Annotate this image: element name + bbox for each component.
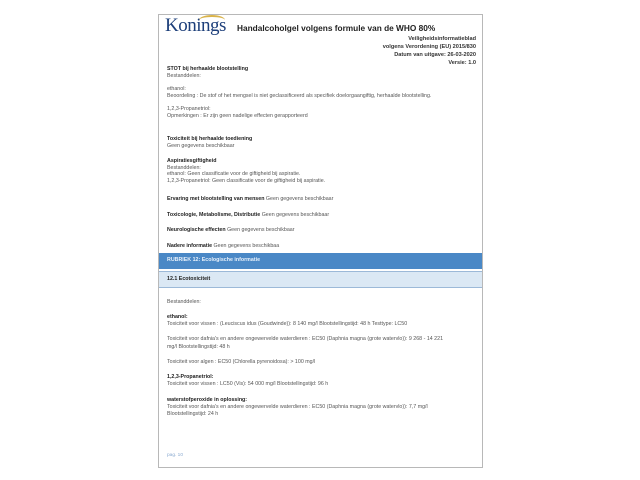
text: Geen gegevens beschikbaar (167, 143, 235, 149)
heading: Nadere informatie (167, 243, 213, 249)
subsection-title: 12.1 Ecotoxiciteit (167, 276, 211, 282)
version: Versie: 1.0 (448, 60, 476, 66)
subsection-header-bar (159, 271, 482, 288)
issue-date: Datum van uitgave: 26-03-2020 (394, 52, 476, 58)
logo-swoosh-icon (199, 15, 225, 25)
text: Toxiciteit voor vissen : LC50 (Vis): 54 000 mg/l Blootstellingstijd: 96 h (167, 381, 329, 387)
section-title: RUBRIEK 12: Ecologische informatie (167, 257, 261, 263)
heading: Toxicologie, Metabolisme, Distributie (167, 212, 261, 218)
heading: waterstofperoxide in oplossing: (167, 397, 248, 403)
text: ethanol: Geen classificatie voor de giftigheid bij aspiratie. (167, 171, 301, 177)
text: Toxiciteit voor algen : EC50 (Chlorella pyrenoidosa): > 100 mg/l (167, 359, 316, 365)
heading: Neurologische effecten (167, 227, 226, 233)
text: Bestanddelen: (167, 165, 201, 171)
text-line (167, 212, 329, 219)
text: Toxiciteit voor dafnia's en andere ongewervelde waterdieren : EC50 (Daphnia magna (grote watervlo)): 9 268 - 14 221 (167, 336, 444, 342)
text-line (167, 227, 295, 234)
text: Bestanddelen: (167, 73, 201, 79)
heading: ethanol: (167, 314, 188, 320)
text: Blootstellingstijd: 24 h (167, 411, 219, 417)
text: 1,2,3-Propanetriol: (167, 106, 211, 112)
heading: Toxiciteit bij herhaalde toediening (167, 136, 253, 142)
document-title: Handalcoholgel volgens formule van de WHO 80% (237, 23, 436, 33)
text: Geen gegevens beschikbaar (261, 212, 330, 218)
text-line (167, 243, 279, 250)
text: Toxiciteit voor vissen : (Leuciscus idus (Goudwinde)): 8 140 mg/l Blootstellingstijd: 48 h Testtype: LC50 (167, 321, 408, 327)
section-header-bar (159, 253, 482, 269)
heading: Ervaring met blootstelling van mensen (167, 196, 265, 202)
text: Toxiciteit voor dafnia's en andere ongewervelde waterdieren : EC50 (Daphnia magna (grote watervlo)): 7,7 mg/l (167, 404, 428, 410)
doc-type: Veiligheidsinformatieblad (408, 36, 476, 42)
text: 1,2,3-Propanetriol: Geen classificatie voor de giftigheid bij aspiratie. (167, 178, 326, 184)
page-number: pag. 10 (167, 453, 184, 458)
text: mg/l Blootstellingstijd: 48 h (167, 344, 230, 350)
heading: Aspiratiesgiftigheid (167, 158, 217, 164)
text: Beoordeling : De stof of het mengsel is niet geclassificeerd als specifiek doelorgaangiftig, herhaalde blootstelling. (167, 93, 432, 99)
regulation: volgens Verordening (EU) 2015/830 (382, 44, 476, 50)
text: ethanol: (167, 86, 186, 92)
konings-logo: Konings (165, 15, 226, 36)
text: Bestanddelen: (167, 299, 201, 305)
text: Geen gegevens beschikbaar (265, 196, 334, 202)
text: Geen gegevens beschikbaa (213, 243, 280, 249)
heading: STOT bij herhaalde blootstelling (167, 66, 249, 72)
text: Opmerkingen : Er zijn geen nadelige effecten gerapporteerd (167, 113, 308, 119)
heading: 1,2,3-Propanetriol: (167, 374, 214, 380)
text-line (167, 196, 333, 203)
document-page (158, 14, 483, 468)
text: Geen gegevens beschikbaar (227, 227, 295, 233)
